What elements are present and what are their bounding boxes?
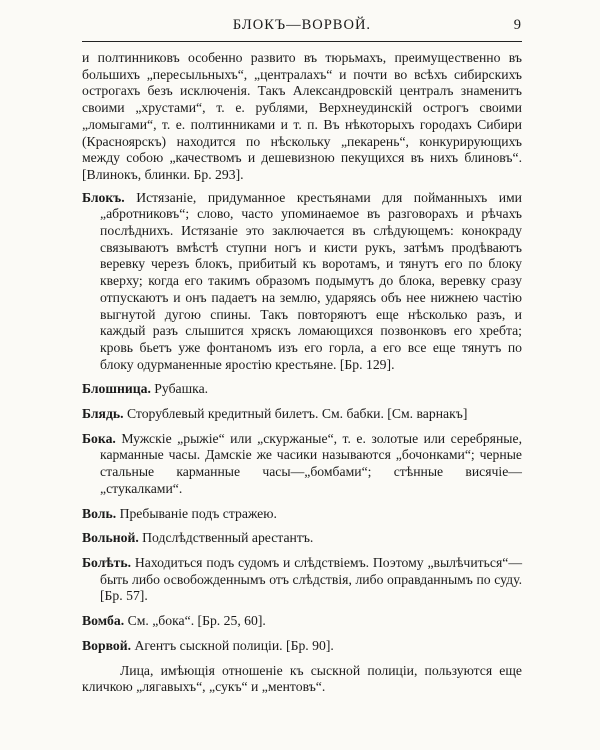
entry-headword: Бока. <box>82 430 116 446</box>
entry-text: Истязаніе, придуманное крестьянами для пойманныхъ ими „абротниковъ“; слово, часто упоминаемое въ разговорахъ и рѣчахъ послѣднихъ. Истязаніе это заключается въ слѣдующемъ: конокраду связываютъ вмѣстѣ ступни ногъ и кисти рукъ, затѣмъ продѣваютъ веревку черезъ блокъ, прибитый къ воротамъ, и тянутъ его по блоку кверху; когда его такимъ образомъ подымутъ до блока, веревку сразу отпускаютъ и онъ падаетъ на землю, ударяясь объ нее нижнею частію выгнутой дугою спины. Такъ повторяютъ еще нѣсколько разъ, и каждый разъ слышится хряскъ ломающихся позвонковъ его хребта; кровь бьетъ уже фонтаномъ изъ его горла, а его все еще тянутъ по блоку одурманенные яростію крестьяне. [Бр. 129]. <box>100 189 523 372</box>
entry-headword: Вомба. <box>82 613 125 629</box>
entry-bloshnitsa <box>82 381 522 398</box>
entry-text: Рубашка. <box>154 381 209 397</box>
entry-text: Сторублевый кредитный билетъ. См. бабки. [См. варнакъ] <box>126 406 468 422</box>
entry-headword: Болѣть. <box>82 554 131 570</box>
entry-headword: Блядь. <box>82 406 124 422</box>
entry-vol <box>82 506 522 523</box>
running-header <box>82 14 522 40</box>
entry-bolet <box>82 555 522 605</box>
entry-text: Пребываніе подъ стражею. <box>119 505 277 521</box>
entry-vorvoy <box>82 638 522 655</box>
entry-note <box>82 663 522 696</box>
entry-headword: Блошница. <box>82 381 151 397</box>
header-rule <box>82 41 522 42</box>
entry-text: Подслѣдственный арестантъ. <box>142 530 314 546</box>
dictionary-text <box>82 50 522 704</box>
entry-blyad <box>82 406 522 423</box>
entry-text: Находиться подъ судомъ и слѣдствіемъ. Поэтому „вылѣчиться“—быть либо освобожденнымъ отъ слѣдствія, либо оправданнымъ по суду. [Бр. 57]. <box>100 554 523 604</box>
entry-text: Агентъ сыскной полиціи. [Бр. 90]. <box>134 637 334 653</box>
entry-vomba <box>82 613 522 630</box>
entry-volnoy <box>82 530 522 547</box>
entry-boka <box>82 431 522 498</box>
entry-text: Мужскіе „рыжіе“ или „скуржаные“, т. е. золотые или серебряные, карманные часы. Дамскіе же часики называются „бочонками“; черные стальные карманные часы—„бомбами“; стѣнные висячіе—„стукалками“. <box>100 430 522 496</box>
entry-text: Лица, имѣющія отношеніе къ сыскной полиціи, пользуются еще кличкою „лягавыхъ“, „сукъ“ и „ментовъ“. <box>82 662 522 695</box>
entry-continuation <box>82 50 522 184</box>
entry-headword: Воль. <box>82 505 117 521</box>
page-number: 9 <box>513 17 522 33</box>
entry-headword: Блокъ. <box>82 189 125 205</box>
entry-headword: Ворвой. <box>82 637 132 653</box>
running-title: БЛОКЪ—ВОРВОЙ. <box>232 17 372 33</box>
entry-text: См. „бока“. [Бр. 25, 60]. <box>127 613 266 629</box>
entry-blok <box>82 190 522 374</box>
entry-headword: Вольной. <box>82 530 139 546</box>
entry-text: и полтинниковъ особенно развито въ тюрьмахъ, преимущественно въ большихъ „пересыльныхъ“, „централахъ“ и почти во всѣхъ сибирскихъ острогахъ безъ исключенія. Такъ Александровскій централъ знаменитъ своими „хрустами“, т. е. рублями, Верхнеудинскій острогъ своими „ломыгами“, т. е. полтинниками и т. п. Въ нѣкоторыхъ городахъ Сибири (Красноярскъ) находится по нѣскольку „пекарень“, конкурирующихъ между собою „качествомъ и дешевизною пекущихся въ нихъ блиновъ“. [Влинокъ, блинки. Бр. 293]. <box>82 50 522 182</box>
